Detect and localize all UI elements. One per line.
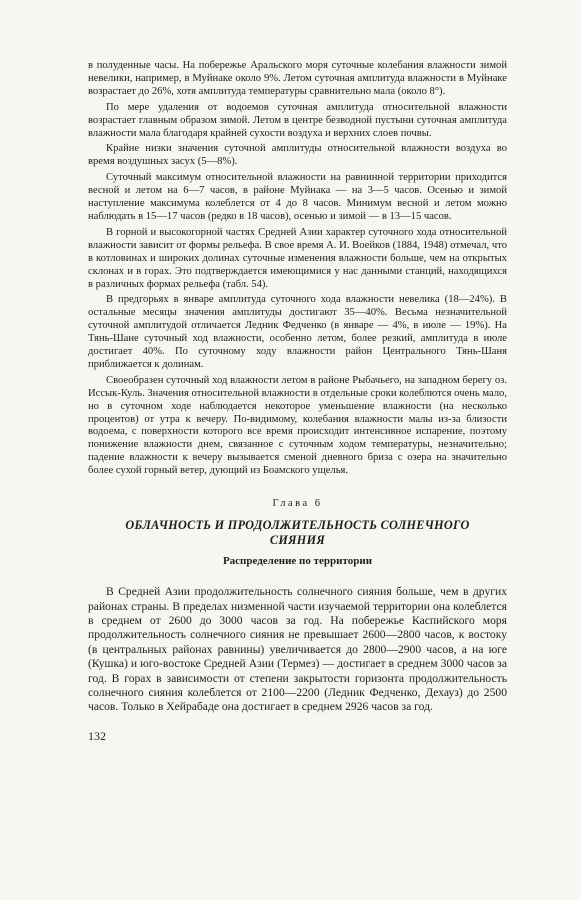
- page-number: 132: [88, 728, 106, 743]
- paragraph: В предгорьях в январе амплитуда суточного хода влажности невелика (18—24%). В остальные месяцы значения амплитуды достигают 35—40%. Весьма незначительной суточной амплитудой отличается Ледник Федченко (в январе — 4%, в июле — 19%). На Тянь-Шане суточный ход влажности, особенно летом, более резкий, амплитуда в июле достигает 40%. По суточному ходу влажности район Центрального Тянь-Шаня приближается к долинам.: [88, 294, 507, 370]
- chapter-label: Глава 6: [272, 498, 323, 510]
- paragraph: в полуденные часы. На побережье Аральского моря суточные колебания влажности зимой невелики, например, в Муйнаке около 9%. Летом суточная амплитуда влажности в Муйнаке возрастает до 26%, хотя амплитуда температуры сравнительно мала (около 8°).: [88, 60, 507, 97]
- paragraph: Своеобразен суточный ход влажности летом в районе Рыбачьего, на западном берегу оз. Иссык-Куль. Значения относительной влажности в отдельные сроки колеблются очень мало, но в суточном ходе наблюдается некоторое уменьшение влажности (на несколько процентов) от утра к вечеру. По-видимому, колебания влажности малы из-за близости водоема, с поверхности которого все время происходит интенсивное испарение, поэтому понижение влажности днем, связанное с суточным ходом температуры, незначительно; падение влажности к вечеру вызывается сменой дневного бриза с озера на значительно более сухой горный ветер, дующий из Боамского ущелья.: [88, 374, 507, 477]
- body-text: [88, 60, 507, 478]
- paragraph: Суточный максимум относительной влажности на равнинной территории приходится весной и летом на 6—7 часов, в районе Муйнака — на 3—5 часов. Осенью и зимой наступление максимума колеблется от 4 до 8 часов. Минимум весной и летом можно наблюдать в 15—17 часов (редко в 18 часов), осенью и зимой — в 13—15 часов.: [88, 172, 507, 222]
- paragraph: В Средней Азии продолжительность солнечного сияния больше, чем в других районах страны. В пределах низменной части изучаемой территории она колеблется в среднем от 2600 до 3000 часов за год. На побережье Каспийского моря продолжительность солнечного сияния не превышает 2600—2800 часов, к востоку (в центральных районах равнины) увеличивается до 2800—2900 часов, а на юге (Кушка) и юго-востоке Средней Азии (Термез) — достигает в среднем 3000 часов за год. В горах в зависимости от степени закрытости горизонта продолжительность солнечного сияния колеблется от 2100—2200 (Ледник Федченко, Дехауз) до 2500 часов. Только в Хейрабаде она достигает в среднем 2926 часов за год.: [88, 585, 507, 714]
- paragraph: По мере удаления от водоемов суточная амплитуда относительной влажности возрастает главным образом зимой. Летом в центре безводной пустыни суточная амплитуда влажности мала благодаря крайней сухости воздуха и верхних слоев почвы.: [88, 101, 507, 139]
- paragraph: Крайне низки значения суточной амплитуды относительной влажности воздуха во время воздушных засух (5—8%).: [88, 143, 507, 168]
- section-body-text: [88, 585, 507, 715]
- chapter-title: ОБЛАЧНОСТЬ И ПРОДОЛЖИТЕЛЬНОСТЬ СОЛНЕЧНОГО СИЯНИЯ: [125, 518, 470, 547]
- paragraph: В горной и высокогорной частях Средней Азии характер суточного хода относительной влажности зависит от формы рельефа. В свое время А. И. Воейков (1884, 1948) отмечал, что в котловинах и широких долинах суточные изменения влажности больше, чем на открытых склонах и в горах. Это подтверждается имеющимися у нас данными станций, находящихся в различных формах рельефа (табл. 54).: [88, 226, 507, 290]
- section-title: Распределение по территории: [222, 555, 373, 568]
